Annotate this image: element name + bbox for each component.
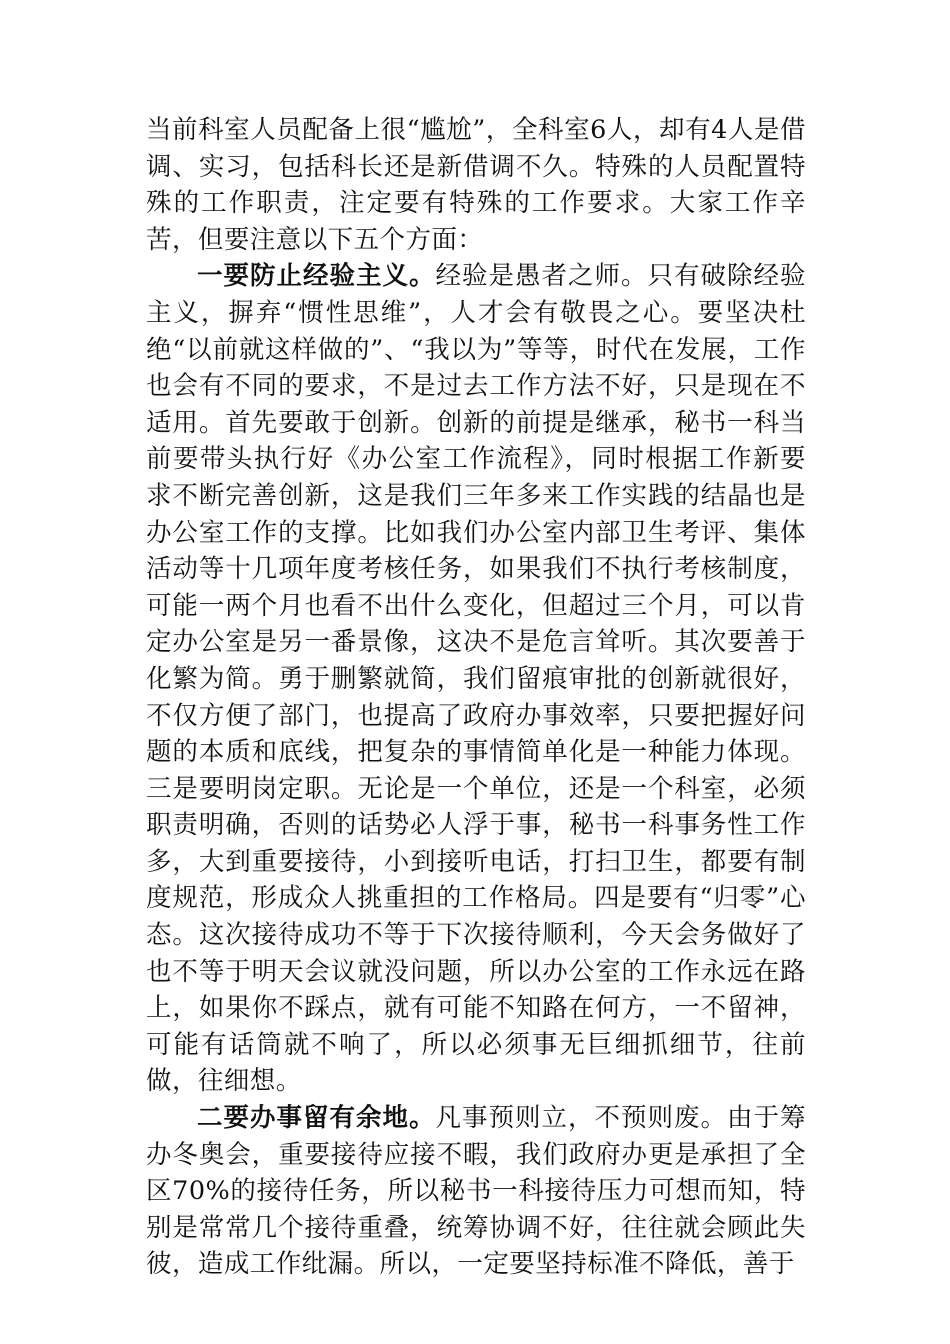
paragraph-text: 经验是愚者之师。只有破除经验主义，摒弃“惯性思维”，人才会有敬畏之心。要坚决杜绝“以前就这样做的”、“我以为”等等，时代在发展，工作也会有不同的要求，不是过去工作方法不好，只是现在不适用。首先要敢于创新。创新的前提是继承，秘书一科当前要带头执行好《办公室工作流程》，同时根据工作新要求不断完善创新，这是我们三年多来工作实践的结晶也是办公室工作的支撑。比如我们办公室内部卫生考评、集体活动等十几项年度考核任务，如果我们不执行考核制度，可能一两个月也看不出什么变化，但超过三个月，可以肯定办公室是另一番景像，这决不是危言耸听。其次要善于化繁为简。勇于删繁就简，我们留痕审批的创新就很好，不仅方便了部门，也提高了政府办事效率，只要把握好问题的本质和底线，把复杂的事情简单化是一种能力体现。三是要明岗定职。无论是一个单位，还是一个科室，必须职责明确，否则的话势必人浮于事，秘书一科事务性工作多，大到重要接待，小到接听电话，打扫卫生，都要有制度规范，形成众人挑重担的工作格局。四是要有“归零”心态。这次接待成功不等于下次接待顺利，今天会务做好了也不等于明天会议就没问题，所以办公室的工作永远在路上，如果你不踩点，就有可能不知路在何方，一不留神，可能有话筒就不响了，所以必须事无巨细抓细节，往前做，往细想。: [146, 261, 806, 1097]
paragraph-lead: 二要办事留有余地。: [197, 1103, 436, 1134]
document-page: [146, 112, 806, 1283]
paragraph-point-two: [146, 1100, 806, 1283]
paragraph-point-one: [146, 258, 806, 1100]
paragraph-intro: [146, 112, 806, 258]
paragraph-text: 凡事预则立，不预则废。由于筹办冬奥会，重要接待应接不暇，我们政府办更是承担了全区70%的接待任务，所以秘书一科接待压力可想而知，特别是常常几个接待重叠，统筹协调不好，往往就会顾此失彼，造成工作纰漏。所以，一定要坚持标准不降低，善于: [146, 1103, 806, 1280]
paragraph-text: 当前科室人员配备上很“尴尬”，全科室6人，却有4人是借调、实习，包括科长还是新借调不久。特殊的人员配置特殊的工作职责，注定要有特殊的工作要求。大家工作辛苦，但要注意以下五个方面：: [146, 115, 806, 255]
paragraph-lead: 一要防止经验主义。: [197, 261, 436, 292]
